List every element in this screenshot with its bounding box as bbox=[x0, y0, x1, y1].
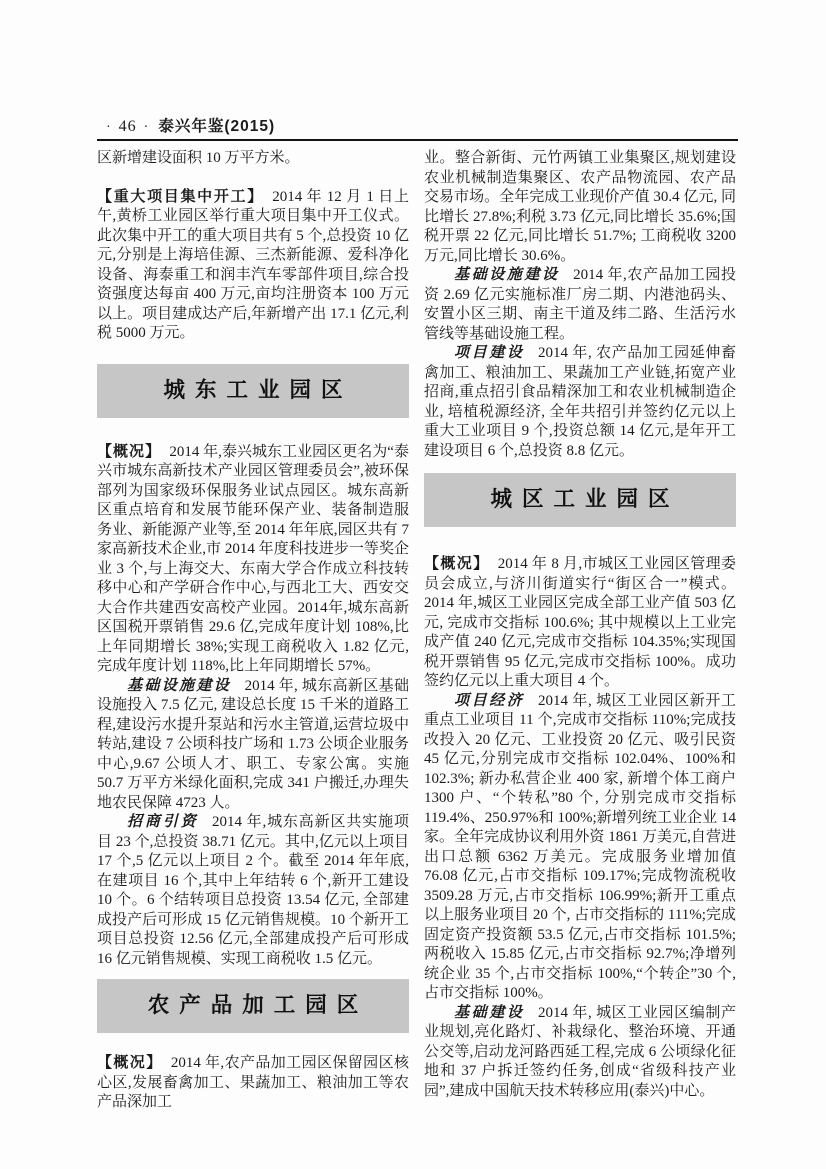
entry-text: 2014 年 8 月,市城区工业园区管理委员会成立,与济川街道实行“街区合一”模式。2014 年,城区工业园区完成全部工业产值 503 亿元, 完成市交指标 100.6%; 其中规模以上工业完成产值 240 亿元,完成市交指标 104.35%;实现国税开票销售 95 亿元,完成市交指标 100%。成功签约亿元以上重大项目 4 个。 bbox=[424, 556, 736, 689]
entry-text: 2014 年,农产品加工园区保留园区核心区,发展畜禽加工、果蔬加工、粮油加工等农产品深加工 bbox=[97, 1055, 409, 1110]
carryover-paragraph: 业。整合新街、元竹两镇工业集聚区,规划建设农业机械制造集聚区、农产品物流园、农产品交易市场。全年完成工业现价产值 30.4 亿元, 同比增长 27.8%;利税 3.73 亿元,同比增长 35.6%;国税开票 22 亿元,同比增长 51.7%; 工商税收 3200 万元,同比增长 30.6%。 bbox=[424, 150, 736, 264]
running-header bbox=[99, 114, 739, 136]
entry-label: 【重大项目集中开工】 bbox=[97, 187, 264, 205]
major-projects-entry bbox=[97, 187, 409, 344]
nongchanpin-projects bbox=[424, 344, 736, 461]
sub-text: 2014 年,城东高新区共实施项目 23 个,总投资 38.71 亿元。其中,亿元以上项目 17 个,5 亿元以上项目 2 个。截至 2014 年年底,在建项目 16 个,其中上年结转 6 个,新开工建设 10 个。6 个结转项目总投资 13.54 亿元, 全部建成投产后可形成 15 亿元销售规模。10 个新开工项目总投资 12.56 亿元,全部建成投产后可形成 16 亿元销售规模、实现工商税收 1.5 亿元。 bbox=[97, 814, 409, 967]
carryover-paragraph: 区新增建设面积 10 万平方米。 bbox=[97, 150, 300, 166]
section-title-chengqu: 城区工业园区 bbox=[424, 473, 736, 527]
nongchanpin-infrastructure bbox=[424, 266, 736, 344]
book-title: 泰兴年鉴(2015) bbox=[158, 118, 276, 135]
sub-label: 基础设施建设 bbox=[127, 677, 232, 694]
chengqu-overview bbox=[424, 554, 736, 692]
entry-label: 【概况】 bbox=[424, 555, 490, 572]
sub-text: 2014 年, 城区工业园区新开工重点工业项目 11 个,完成市交指标 110%;完成技改投入 20 亿元、工业投资 20 亿元、吸引民资 45 亿元,分别完成市交指标 102.04%、100%和 102.3%; 新办私营企业 400 家, 新增个体工商户 1300 户、“个转私”80 个, 分别完成市交指标 119.4%、250.97%和 100%;新增列统工业企业 14 家。全年完成协议利用外资 1861 万美元,自营进出口总额 6362 万美元。完成服务业增加值 76.08 亿元,占市交指标 109.17%;完成物流税收 3509.28 万元,占市交指标 106.99%;新开工重点以上服务业项目 20 个, 占市交指标的 111%;完成固定资产投资额 53.5 亿元,占市交指标 101.5%;两税收入 15.85 亿元,占市交指标 92.7%;净增列统企业 35 个,占市交指标 100%,“个转企”30 个,占市交指标 100%。 bbox=[424, 692, 736, 1001]
left-column bbox=[97, 149, 409, 1113]
right-column bbox=[424, 149, 736, 1101]
chengqu-basic-construction bbox=[424, 1004, 736, 1102]
sub-text: 2014 年, 城区工业园区编制产业规划,亮化路灯、补栽绿化、整治环境、开通公交等,启动龙河路西延工程,完成 6 公顷绿化征地和 37 户拆迁签约任务,创成“省级科技产业园”,建成中国航天技术转移应用(泰兴)中心。 bbox=[424, 1004, 736, 1099]
header-rule bbox=[97, 139, 738, 141]
header-left-dot: · bbox=[106, 120, 112, 135]
entry-text: 2014 年,泰兴城东工业园区更名为“泰兴市城东高新技术产业园区管理委员会”,被环保部列为国家级环保服务业试点园区。城东高新区重点培育和发展节能环保产业、装备制造服务业、新能源产业等,至 2014 年年底,园区共有 7 家高新技术企业,市 2014 年度科技进步一等奖企业 3 个,与上海交大、东南大学合作成立科技转移中心和产学研合作中心,与西北工大、西安交大合作共建西安高校产业园。2014年,城东高新区国税开票销售 29.6 亿,完成年度计划 108%,比上年同期增长 38%;实现工商税收入 1.82 亿元,完成年度计划 118%,比上年同期增长 57%。 bbox=[97, 443, 409, 674]
sub-label: 项目经济 bbox=[454, 692, 525, 709]
sub-text: 2014 年, 城东高新区基础设施投入 7.5 亿元, 建设总长度 15 千米的道路工程,建设污水提升泵站和污水主管道,运营垃圾中转站,建设 7 公顷科技广场和 1.73 公顷企业服务中心,9.67 公顷人才、职工、专家公寓。实施 50.7 万平方米绿化面积,完成 341 户搬迁,办理失地农民保障 4723 人。 bbox=[97, 677, 409, 811]
section-title-nongchanpin: 农产品加工园区 bbox=[97, 979, 409, 1033]
header-right-dot: · bbox=[143, 120, 150, 135]
chengdong-investment bbox=[97, 813, 409, 969]
sub-label: 基础建设 bbox=[454, 1004, 525, 1021]
page-number: 46 bbox=[118, 118, 137, 135]
chengqu-project-economy bbox=[424, 692, 736, 1004]
sub-label: 基础设施建设 bbox=[454, 267, 560, 283]
sub-label: 招商引资 bbox=[127, 814, 199, 830]
entry-label: 【概况】 bbox=[97, 442, 162, 460]
section-title-chengdong: 城东工业园区 bbox=[97, 364, 409, 418]
sub-label: 项目建设 bbox=[454, 345, 525, 361]
chengdong-overview bbox=[97, 442, 409, 677]
nongchanpin-overview bbox=[97, 1053, 409, 1113]
sub-text: 2014 年, 农产品加工园延伸畜禽加工、粮油加工、果蔬加工产业链,拓宽产业招商,重点招引食品精深加工和农业机械制造企业, 培植税源经济, 全年共招引并签约亿元以上重大工业项目 9 个,投资总额 14 亿元,是年开工建设项目 6 个,总投资 8.8 亿元。 bbox=[424, 345, 736, 459]
entry-label: 【概况】 bbox=[97, 1054, 163, 1071]
chengdong-infrastructure bbox=[97, 677, 409, 814]
entry-text: 2014 年 12 月 1 日上午,黄桥工业园区举行重大项目集中开工仪式。此次集中开工的重大项目共有 5 个,总投资 10 亿元,分别是上海培佳源、三杰新能源、爱科净化设备、海泰重工和润丰汽车零部件项目,综合投资强度达每亩 400 万元,亩均注册资本 100 万元以上。项目建成达产后,年新增产出 17.1 亿元,利税 5000 万元。 bbox=[97, 188, 409, 341]
sub-text: 2014 年,农产品加工园投资 2.69 亿元实施标准厂房二期、内港池码头、安置小区三期、南主干道及纬二路、生活污水管线等基础设施工程。 bbox=[424, 267, 736, 342]
